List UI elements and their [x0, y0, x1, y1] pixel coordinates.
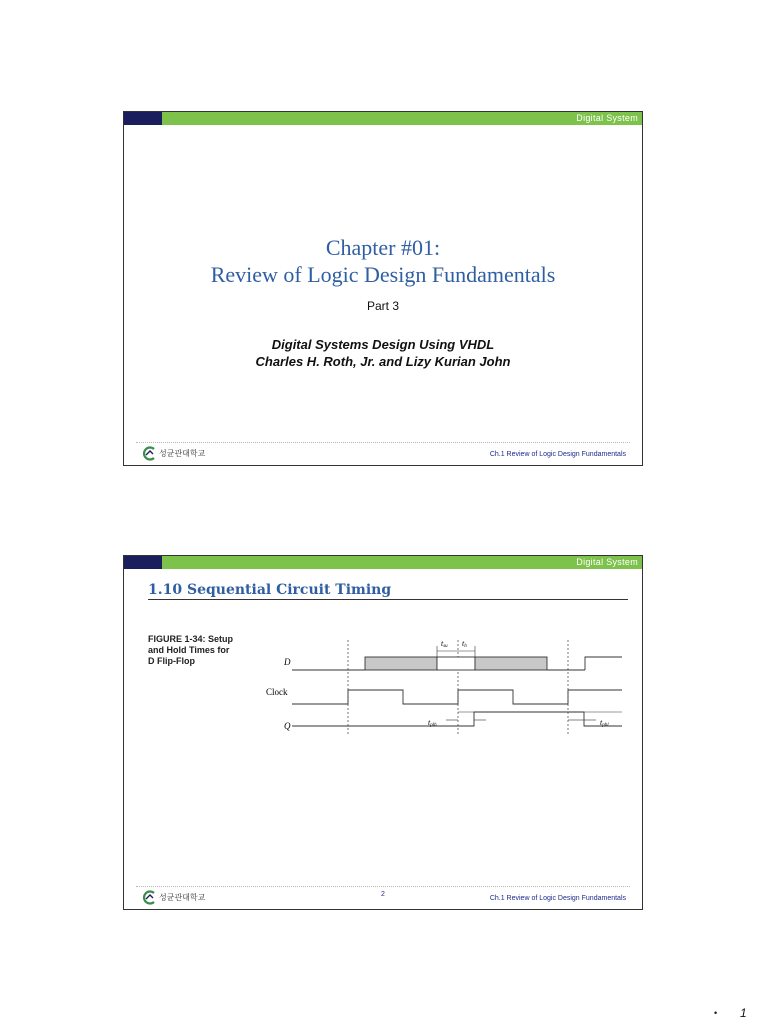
logo-text: 성균관대학교: [159, 449, 206, 458]
q-waveform: [292, 712, 622, 726]
handout-page-number: 1: [740, 1006, 747, 1020]
figure-caption-line-2: and Hold Times for: [148, 645, 230, 655]
footer-chapter-text: Ch.1 Review of Logic Design Fundamentals: [489, 451, 626, 458]
section-title: 1.10 Sequential Circuit Timing: [148, 582, 392, 598]
header-label: Digital System: [576, 557, 638, 567]
page-bullet: •: [714, 1008, 718, 1018]
tphl-label: tphl: [600, 718, 609, 728]
footer-divider: [136, 442, 630, 443]
figure-caption-line-1: FIGURE 1-34: Setup: [148, 634, 234, 644]
chapter-line-2: Review of Logic Design Fundamentals: [210, 262, 556, 287]
footer-chapter-text: Ch.1 Review of Logic Design Fundamentals: [489, 895, 626, 902]
d-data-pulse-1: [365, 657, 437, 670]
part-label: Part 3: [366, 299, 399, 313]
university-logo: [142, 446, 205, 461]
book-citation: [124, 336, 642, 370]
clock-signal-label: Clock: [266, 687, 288, 697]
header-green-band: [162, 556, 642, 569]
d-data-pulse-2: [475, 657, 547, 670]
d-data-pulse-window: [437, 657, 475, 670]
tplh-label: tplh: [428, 718, 437, 728]
slide-header-bar: [124, 112, 642, 125]
timing-diagram: [260, 632, 630, 742]
slide-page-number: 2: [381, 891, 385, 898]
university-emblem-icon: [142, 446, 157, 461]
figure-caption: [148, 634, 233, 667]
figure-caption-line-3: D Flip-Flop: [148, 656, 195, 666]
book-title: Digital Systems Design Using VHDL: [271, 337, 495, 352]
th-label: th: [462, 639, 467, 649]
slide-header-bar: [124, 556, 642, 569]
d-rise-segment: [585, 657, 622, 670]
clock-waveform: [292, 690, 622, 704]
tsu-label: tsu: [441, 639, 448, 649]
timing-slide: [123, 555, 643, 910]
q-signal-label: Q: [284, 721, 291, 731]
header-label: Digital System: [576, 113, 638, 123]
header-green-band: [162, 112, 642, 125]
section-underline: [148, 599, 628, 600]
book-authors: Charles H. Roth, Jr. and Lizy Kurian John: [255, 354, 511, 369]
title-slide: [123, 111, 643, 466]
d-signal-label: D: [284, 657, 291, 667]
header-navy-block: [124, 112, 162, 125]
header-navy-block: [124, 556, 162, 569]
chapter-line-1: Chapter #01:: [325, 235, 441, 260]
logo-text: 성균관대학교: [159, 893, 206, 902]
chapter-title: [124, 234, 642, 288]
footer-divider: [136, 886, 630, 887]
